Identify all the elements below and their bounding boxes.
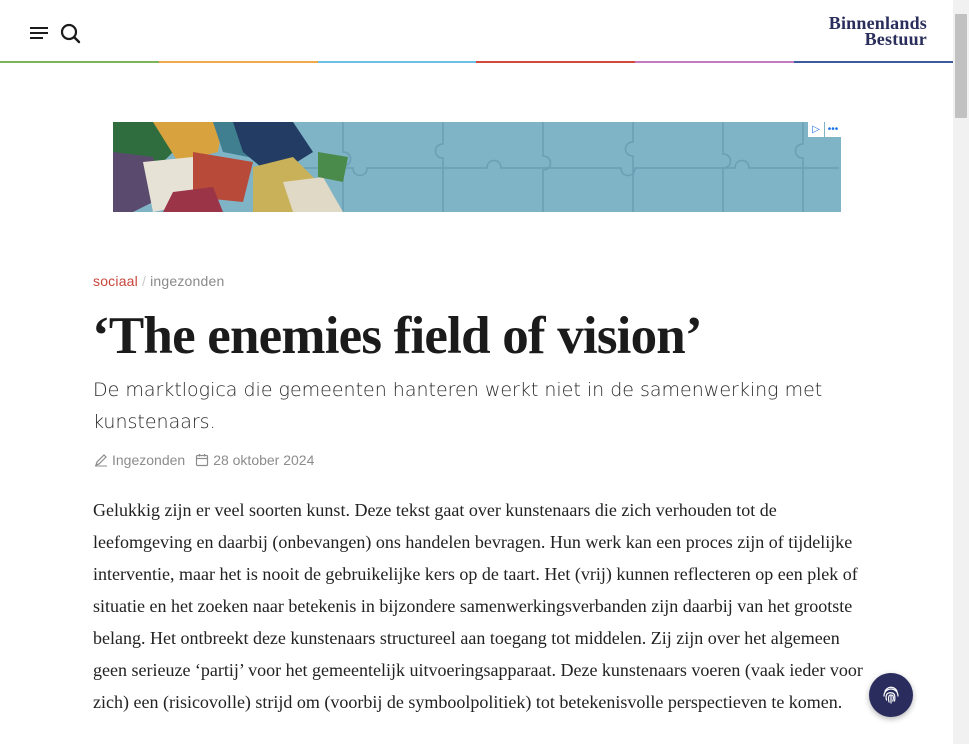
- site-header: [0, 0, 953, 62]
- page-scrollbar[interactable]: [953, 0, 969, 744]
- color-bar-segment: [635, 61, 794, 63]
- fingerprint-button[interactable]: [869, 673, 913, 717]
- color-bar-segment: [159, 61, 318, 63]
- breadcrumb-category[interactable]: sociaal: [93, 273, 138, 289]
- article-meta: [94, 452, 314, 468]
- hamburger-menu-icon[interactable]: [28, 20, 54, 46]
- ad-controls: [808, 122, 841, 137]
- article-date: 28 oktober 2024: [213, 452, 315, 468]
- logo-line-1: Binnenlands: [828, 13, 927, 33]
- pencil-icon: [94, 453, 108, 467]
- calendar-icon: [195, 453, 209, 467]
- breadcrumb-separator: /: [141, 273, 147, 289]
- color-bar-segment: [476, 61, 635, 63]
- color-bar-segment: [794, 61, 953, 63]
- breadcrumb-subcategory[interactable]: ingezonden: [150, 273, 225, 289]
- breadcrumb: [93, 273, 224, 289]
- date-meta: [195, 452, 314, 468]
- site-logo[interactable]: [829, 15, 927, 47]
- article-body: Gelukkig zijn er veel soorten kunst. Deze tekst gaat over kunstenaars die zich verhouden tot de leefomgeving en daarbij (onbevangen) ons handelen bevragen. Hun werk kan een proces zijn of tijdelijke interventie, maar het is nooit de gebruikelijke kers op de taart. Het (vrij) kunnen reflecteren op een plek of situatie en het zoeken naar betekenis in bijzondere samenwerkingsverbanden zijn daarbij van het grootste belang. Het ontbreekt deze kunstenaars structureel aan toegang tot middelen. Zij zijn over het algemeen geen serieuze ‘partij’ voor het gemeentelijk uitvoeringsapparaat. Deze kunstenaars voeren (vaak ieder voor zich) een (risicovolle) strijd om (voorbij de symboolpolitiek) tot betekenisvolle perspectieven te komen.: [93, 500, 863, 712]
- fingerprint-icon: [880, 684, 902, 706]
- color-bar-segment: [318, 61, 477, 63]
- more-options-icon[interactable]: •••: [825, 122, 841, 137]
- article-title: ‘The enemies field of vision’: [92, 307, 702, 365]
- scrollbar-thumb[interactable]: [955, 14, 967, 118]
- adchoices-icon[interactable]: ▷: [808, 122, 824, 137]
- article-subtitle: De marktlogica die gemeenten hanteren werkt niet in de samenwerking met kunstenaars.: [93, 379, 823, 433]
- article-author[interactable]: Ingezonden: [112, 452, 186, 468]
- header-color-bar: [0, 61, 953, 63]
- logo-line-2: Bestuur: [864, 29, 927, 49]
- puzzle-image: [113, 122, 841, 212]
- color-bar-segment: [0, 61, 159, 63]
- search-icon[interactable]: [58, 20, 84, 46]
- author-meta: [94, 452, 185, 468]
- advertisement-banner[interactable]: [113, 122, 841, 212]
